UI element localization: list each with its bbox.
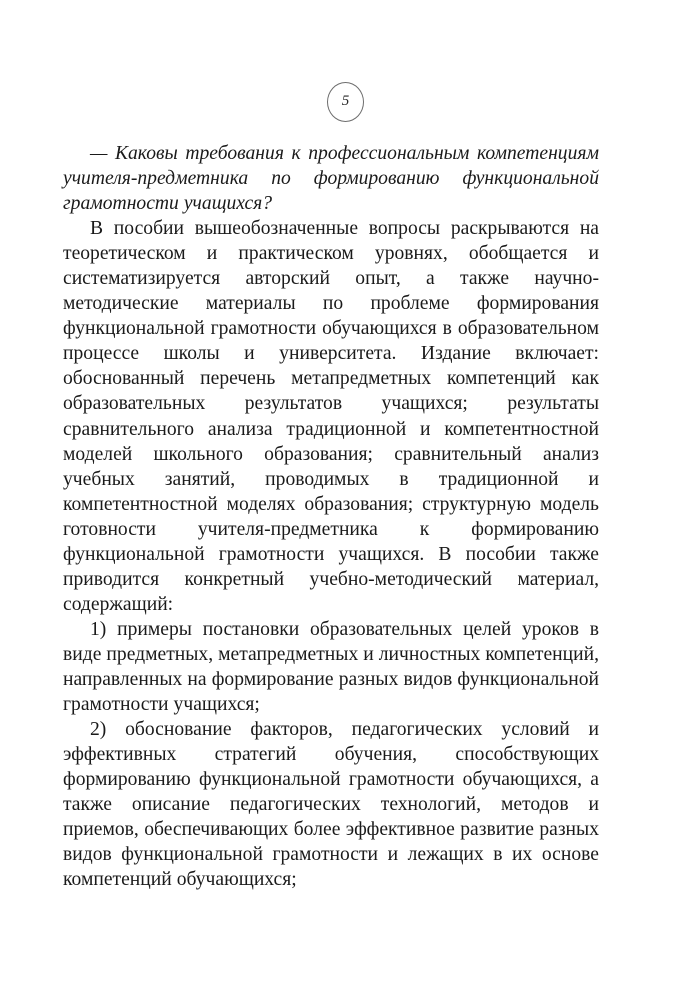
- folio-circle: [327, 82, 364, 122]
- page-text-body: [63, 141, 599, 892]
- paragraph-item-1: 1) примеры постановки образовательных целей уроков в виде предметных, метапредметных и личностных компетенций, направленных на формирование разных видов функциональной грамотности учащихся;: [63, 618, 599, 716]
- paragraph-overview: В пособии вышеобозначенные вопросы раскрываются на теоретическом и практическом уровнях, обобщается и систематизируется авторский опыт, а также научно-методические материалы по проблеме формирования функциональной грамотности обучающихся в образовательном процессе школы и университета. Издание включает: обоснованный перечень метапредметных компетенций как образовательных результатов учащихся; результаты сравнительного анализа традиционной и компетентностной моделей школьного образования; сравнительный анализ учебных занятий, проводимых в традиционной и компетентностной моделях образования; структурную модель готовности учителя-предметника к формированию функциональной грамотности учащихся. В пособии также приводится конкретный учебно-методический материал, содержащий:: [63, 218, 599, 615]
- paragraph-question: — Каковы требования к профессиональным компетенциям учителя-предметника по формированию функциональной грамотности учащихся?: [63, 143, 599, 215]
- paragraph-item-2: 2) обоснование факторов, педагогических условий и эффективных стратегий обучения, способствующих формированию функциональной грамотности обучающихся, а также описание педагогических технологий, методов и приемов, обеспечивающих более эффективное развитие разных видов функциональной грамотности и лежащих в их основе компетенций обучающихся;: [63, 719, 599, 891]
- page-number: 5: [341, 92, 350, 109]
- page-folio: [0, 82, 691, 122]
